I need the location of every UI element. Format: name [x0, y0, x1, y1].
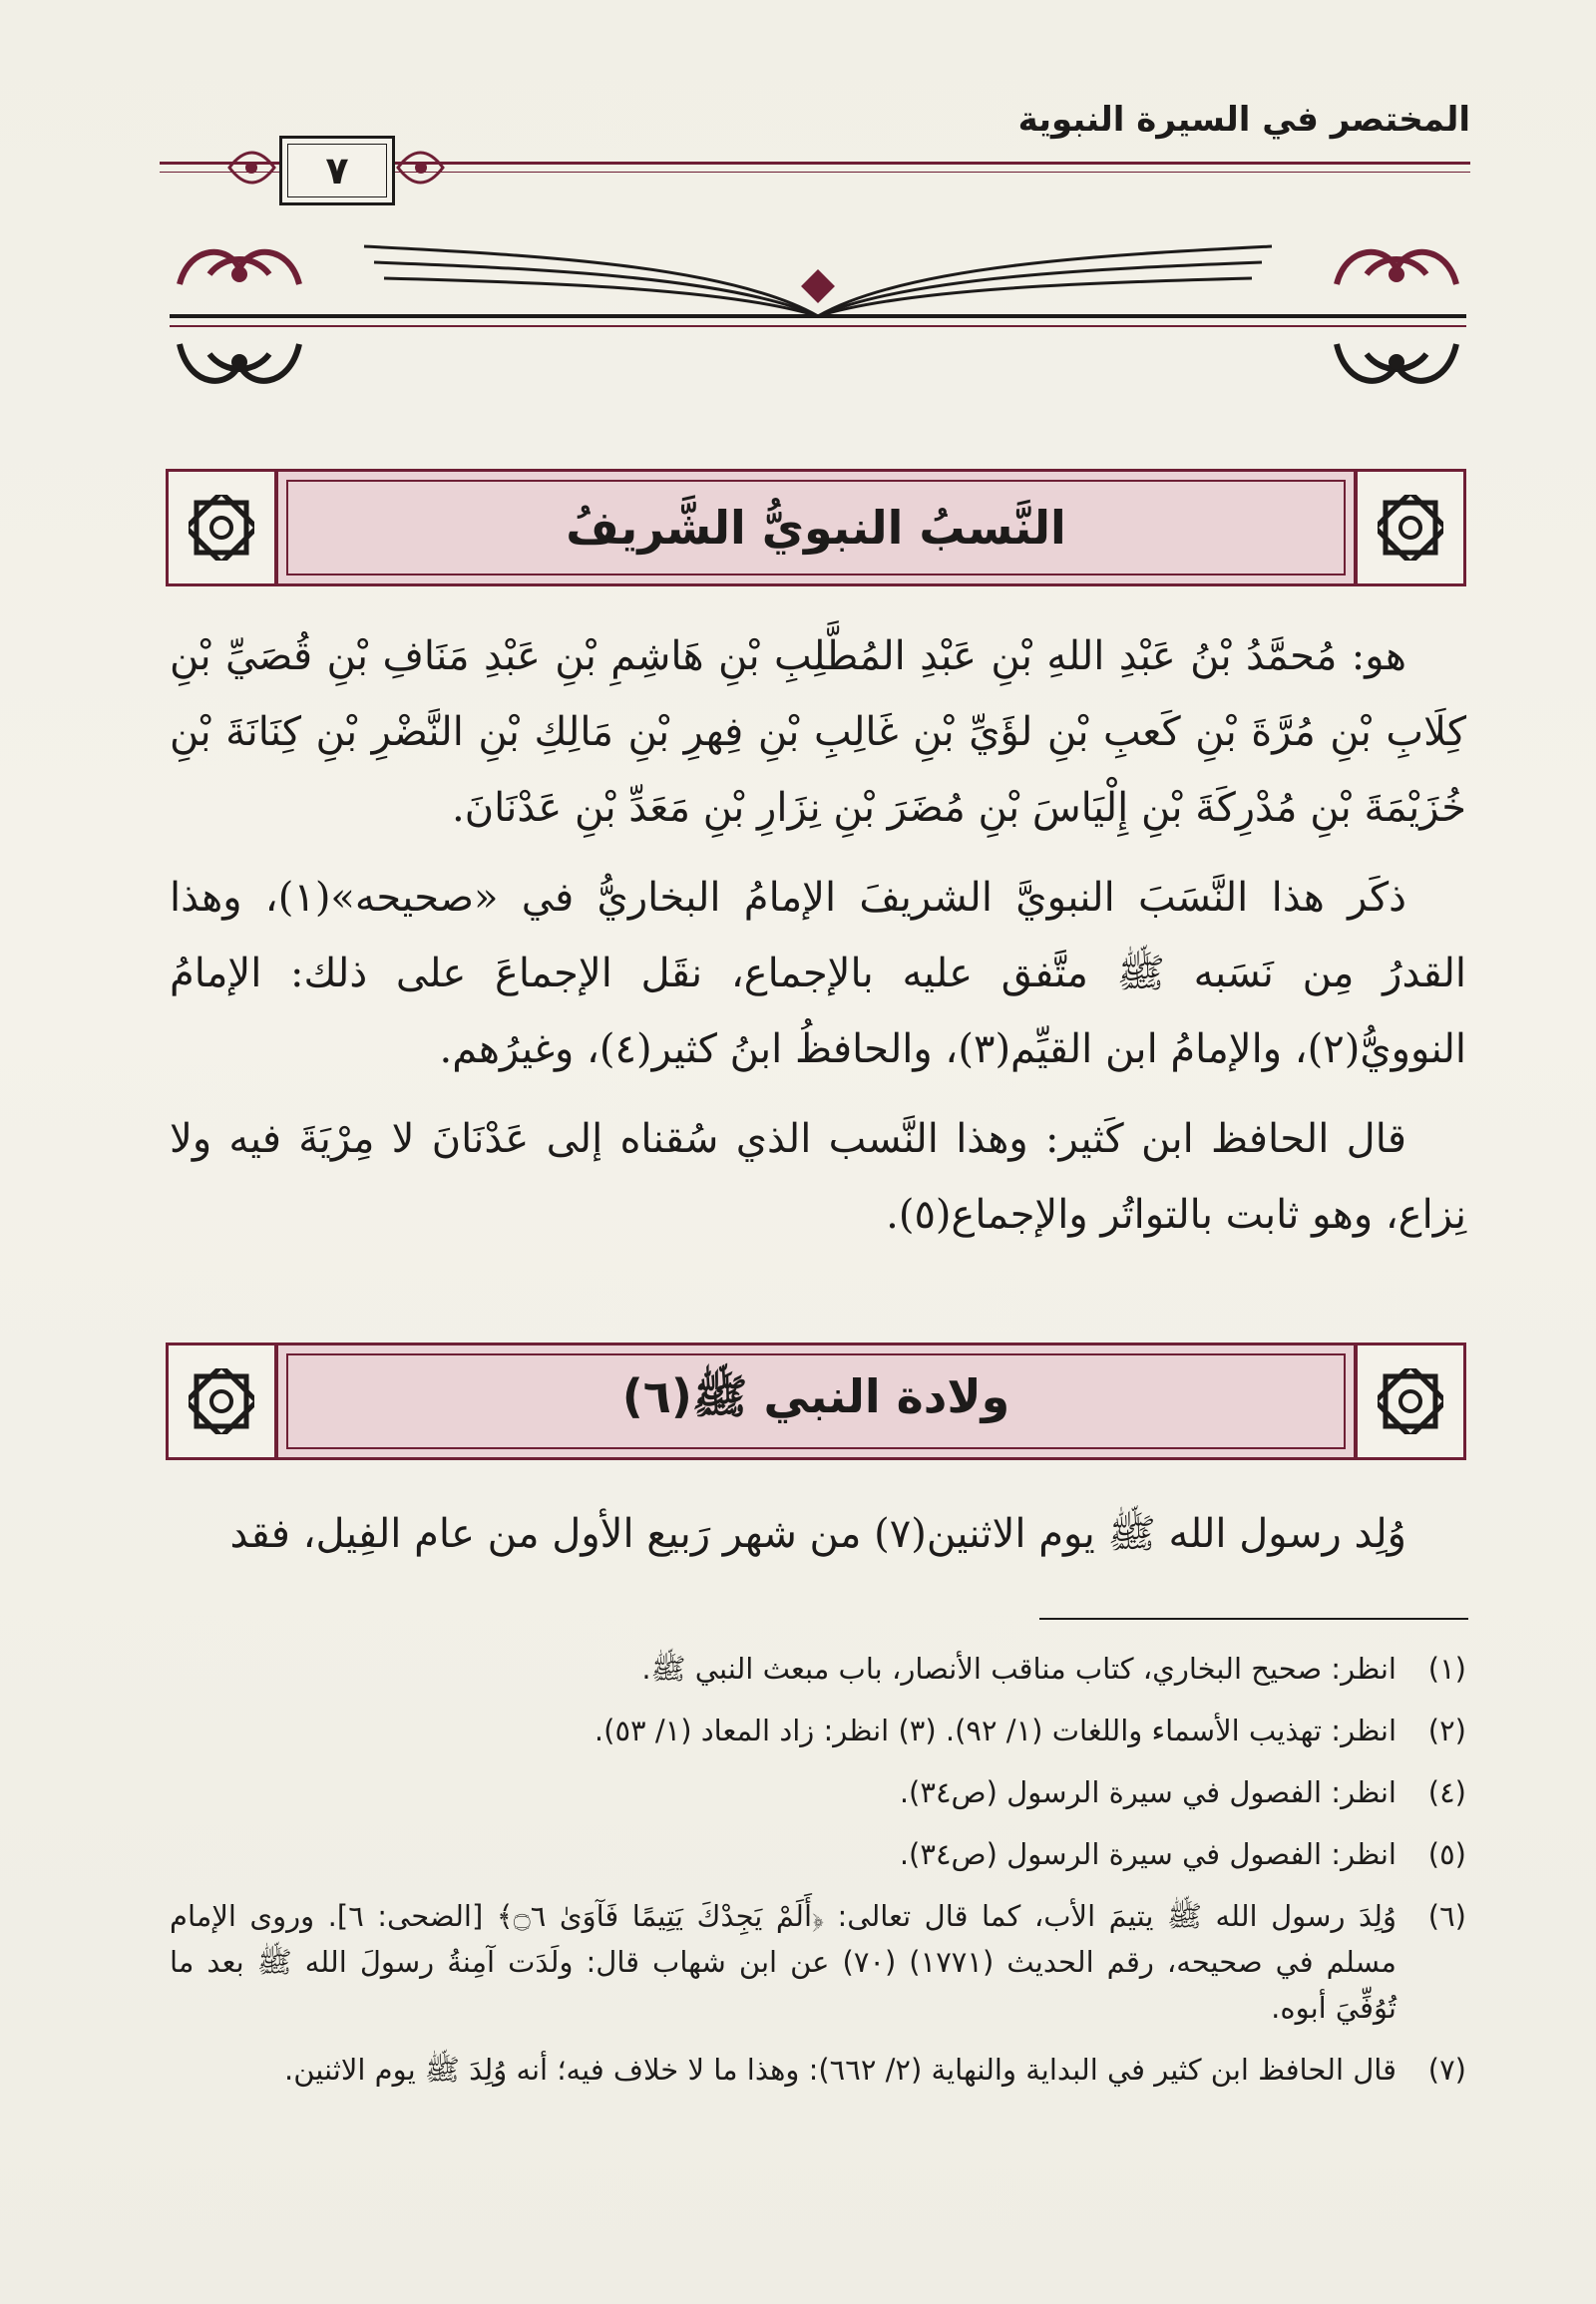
- footnote-number: (٧): [1427, 2053, 1466, 2087]
- section-title: ولادة النبي ﷺ(٦): [275, 1343, 1357, 1460]
- footnote-number: (٤): [1427, 1775, 1466, 1809]
- section-cap-left: [166, 469, 277, 586]
- footnote-number: (٢): [1427, 1714, 1466, 1747]
- footnote-number: (٦): [1427, 1899, 1466, 1933]
- footnote: [170, 2047, 1466, 2093]
- footnote-text: انظر: الفصول في سيرة الرسول (ص٣٤).: [899, 1775, 1396, 1809]
- paragraph: وُلِد رسول الله ﷺ يوم الاثنين(٧) من شهر رَبيع الأول من عام الفِيل، فقد: [229, 1511, 1406, 1557]
- geometric-star-icon: [1378, 495, 1443, 561]
- section-cap-right: [1355, 469, 1466, 586]
- chapter-ornament-icon: [170, 224, 1466, 394]
- footnotes: [170, 1646, 1466, 2109]
- section-cap-right: [1355, 1343, 1466, 1460]
- footnote-text: انظر: صحيح البخاري، كتاب مناقب الأنصار، باب مبعث النبي ﷺ.: [641, 1652, 1396, 1686]
- footnote-text: قال الحافظ ابن كثير في البداية والنهاية (٢/ ٦٦٢): وهذا ما لا خلاف فيه؛ أنه وُلِدَ ﷺ يوم الاثنين.: [284, 2053, 1396, 2087]
- section-header-birth: [166, 1343, 1466, 1460]
- paragraph: ذكَر هذا النَّسَبَ النبويَّ الشريفَ الإمامُ البخاريُّ في «صحيحه»(١)، وهذا القدرُ مِن نَسَبه ﷺ متَّفق عليه بالإجماع، نقَل الإجماعَ على ذلك: الإمامُ النوويُّ(٢)، والإمامُ ابن القيِّم(٣)، والحافظُ ابنُ كثير(٤)، وغيرُهم.: [170, 875, 1466, 1072]
- geometric-star-icon: [189, 495, 254, 561]
- section-title: النَّسبُ النبويُّ الشَّريفُ: [275, 469, 1357, 586]
- footnote-rule: [1039, 1618, 1468, 1620]
- footnote-number: (١): [1427, 1652, 1466, 1686]
- section-header-lineage: [166, 469, 1466, 586]
- header-ornament-right-icon: [393, 138, 453, 197]
- section-body-lineage: [170, 618, 1466, 1267]
- paragraph: قال الحافظ ابن كَثير: وهذا النَّسب الذي سُقناه إلى عَدْنَانَ لا مِرْيَةَ فيه ولا نِزاع، وهو ثابت بالتواتُر والإجماع(٥).: [170, 1116, 1466, 1238]
- header-ornament-left-icon: [219, 138, 279, 197]
- footnote: [170, 1831, 1466, 1877]
- footnote-text: انظر: الفصول في سيرة الرسول (ص٣٤).: [899, 1837, 1396, 1871]
- section-body-birth: [170, 1496, 1466, 1586]
- running-header-title: المختصر في السيرة النبوية: [1017, 100, 1470, 140]
- geometric-star-icon: [189, 1368, 254, 1434]
- footnote: [170, 1646, 1466, 1692]
- footnote-text: انظر: تهذيب الأسماء واللغات (١/ ٩٢). (٣) انظر: زاد المعاد (١/ ٥٣).: [594, 1714, 1396, 1747]
- page-number: ٧: [279, 136, 395, 205]
- paragraph: هو: مُحمَّدُ بْنُ عَبْدِ اللهِ بْنِ عَبْدِ المُطَّلِبِ بْنِ هَاشِمِ بْنِ عَبْدِ مَنَافِ بْنِ قُصَيِّ بْنِ كِلَابِ بْنِ مُرَّةَ بْنِ كَعبِ بْنِ لؤَيِّ بْنِ غَالِبِ بْنِ فِهرِ بْنِ مَالِكِ بْنِ النَّضْرِ بْنِ كِنَانَةَ بْنِ خُزَيْمَةَ بْنِ مُدْرِكَةَ بْنِ إِلْيَاسَ بْنِ مُضَرَ بْنِ نِزَارِ بْنِ مَعَدِّ بْنِ عَدْنَانَ.: [170, 633, 1466, 831]
- section-cap-left: [166, 1343, 277, 1460]
- footnote: [170, 1893, 1466, 2031]
- geometric-star-icon: [1378, 1368, 1443, 1434]
- footnote-number: (٥): [1427, 1837, 1466, 1871]
- footnote-text: وُلِدَ رسول الله ﷺ يتيمَ الأب، كما قال تعالى: ﴿أَلَمْ يَجِدْكَ يَتِيمًا فَآوَىٰ ۝٦﴾ [الضحى: ٦]. وروى الإمام مسلم في صحيحه، رقم الحديث (١٧٧١) (٧٠) عن ابن شهاب قال: ولَدَت آمِنةُ رسولَ الله ﷺ بعد ما تُوُفِّيَ أبوه.: [170, 1899, 1397, 2025]
- footnote: [170, 1708, 1466, 1753]
- footnote: [170, 1769, 1466, 1815]
